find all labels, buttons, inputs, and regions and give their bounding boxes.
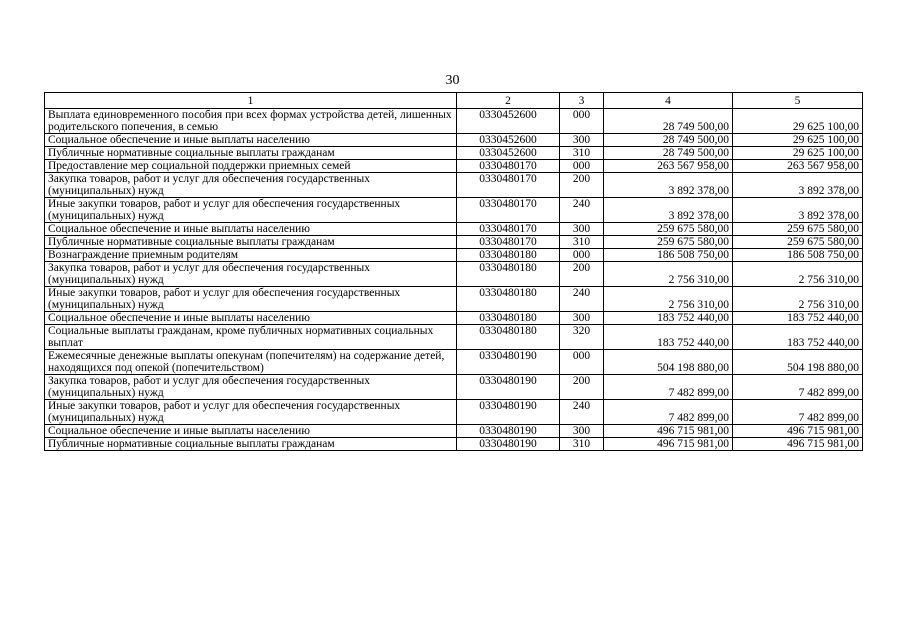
row-kind-cell: 240 <box>560 287 604 312</box>
table-row <box>45 134 863 147</box>
row-sum1-cell: 28 749 500,00 <box>604 134 733 147</box>
row-sum2-cell: 29 625 100,00 <box>733 134 863 147</box>
row-sum2-cell: 186 508 750,00 <box>733 249 863 262</box>
row-kind-cell: 300 <box>560 312 604 325</box>
row-name-cell: Иные закупки товаров, работ и услуг для обеспечения государственных (муниципальных) нужд <box>45 287 457 312</box>
row-kind-cell: 310 <box>560 147 604 160</box>
row-sum2-cell: 504 198 880,00 <box>733 350 863 375</box>
row-name-cell: Закупка товаров, работ и услуг для обеспечения государственных (муниципальных) нужд <box>45 262 457 287</box>
row-name-cell: Выплата единовременного пособия при всех формах устройства детей, лишенных родительского попечения, в семью <box>45 109 457 134</box>
table-row <box>45 147 863 160</box>
row-name-cell: Публичные нормативные социальные выплаты гражданам <box>45 236 457 249</box>
row-kind-cell: 240 <box>560 400 604 425</box>
column-header-sum1: 4 <box>604 93 733 109</box>
row-code-cell: 0330480180 <box>457 312 560 325</box>
row-kind-cell: 300 <box>560 425 604 438</box>
budget-table <box>44 92 863 451</box>
row-name-cell: Публичные нормативные социальные выплаты гражданам <box>45 438 457 451</box>
table-row <box>45 400 863 425</box>
row-code-cell: 0330480180 <box>457 287 560 312</box>
row-name-cell: Предоставление мер социальной поддержки приемных семей <box>45 160 457 173</box>
table-row <box>45 312 863 325</box>
row-sum2-cell: 496 715 981,00 <box>733 425 863 438</box>
row-kind-cell: 300 <box>560 134 604 147</box>
row-name-cell: Вознаграждение приемным родителям <box>45 249 457 262</box>
row-sum2-cell: 259 675 580,00 <box>733 223 863 236</box>
table-row <box>45 438 863 451</box>
table-row <box>45 262 863 287</box>
row-name-cell: Ежемесячные денежные выплаты опекунам (попечителям) на содержание детей, находящихся под опекой (попечительством) <box>45 350 457 375</box>
table-row <box>45 173 863 198</box>
row-sum2-cell: 263 567 958,00 <box>733 160 863 173</box>
row-code-cell: 0330480170 <box>457 198 560 223</box>
row-name-cell: Социальное обеспечение и иные выплаты населению <box>45 312 457 325</box>
row-code-cell: 0330480170 <box>457 160 560 173</box>
row-sum2-cell: 7 482 899,00 <box>733 400 863 425</box>
row-kind-cell: 000 <box>560 109 604 134</box>
row-sum2-cell: 7 482 899,00 <box>733 375 863 400</box>
row-sum1-cell: 7 482 899,00 <box>604 400 733 425</box>
row-kind-cell: 000 <box>560 350 604 375</box>
column-header-name: 1 <box>45 93 457 109</box>
row-code-cell: 0330480190 <box>457 425 560 438</box>
row-sum1-cell: 496 715 981,00 <box>604 438 733 451</box>
row-code-cell: 0330452600 <box>457 109 560 134</box>
row-code-cell: 0330452600 <box>457 147 560 160</box>
row-sum1-cell: 259 675 580,00 <box>604 223 733 236</box>
row-kind-cell: 310 <box>560 236 604 249</box>
row-kind-cell: 320 <box>560 325 604 350</box>
row-sum2-cell: 2 756 310,00 <box>733 262 863 287</box>
row-sum2-cell: 496 715 981,00 <box>733 438 863 451</box>
row-sum1-cell: 3 892 378,00 <box>604 198 733 223</box>
row-code-cell: 0330480180 <box>457 249 560 262</box>
row-sum1-cell: 7 482 899,00 <box>604 375 733 400</box>
row-code-cell: 0330480170 <box>457 173 560 198</box>
row-code-cell: 0330480170 <box>457 223 560 236</box>
row-sum1-cell: 496 715 981,00 <box>604 425 733 438</box>
row-sum2-cell: 2 756 310,00 <box>733 287 863 312</box>
table-row <box>45 287 863 312</box>
row-code-cell: 0330480180 <box>457 325 560 350</box>
table-row <box>45 198 863 223</box>
row-kind-cell: 200 <box>560 173 604 198</box>
table-row <box>45 375 863 400</box>
row-sum1-cell: 504 198 880,00 <box>604 350 733 375</box>
column-header-sum2: 5 <box>733 93 863 109</box>
row-kind-cell: 200 <box>560 375 604 400</box>
row-sum2-cell: 29 625 100,00 <box>733 147 863 160</box>
table-row <box>45 350 863 375</box>
row-kind-cell: 000 <box>560 249 604 262</box>
row-code-cell: 0330480190 <box>457 438 560 451</box>
row-kind-cell: 300 <box>560 223 604 236</box>
column-header-kind: 3 <box>560 93 604 109</box>
table-row <box>45 249 863 262</box>
row-code-cell: 0330480170 <box>457 236 560 249</box>
table-row <box>45 223 863 236</box>
row-name-cell: Социальные выплаты гражданам, кроме публичных нормативных социальных выплат <box>45 325 457 350</box>
row-sum1-cell: 183 752 440,00 <box>604 325 733 350</box>
row-name-cell: Закупка товаров, работ и услуг для обеспечения государственных (муниципальных) нужд <box>45 375 457 400</box>
row-sum1-cell: 183 752 440,00 <box>604 312 733 325</box>
row-sum2-cell: 183 752 440,00 <box>733 312 863 325</box>
row-code-cell: 0330480190 <box>457 400 560 425</box>
row-name-cell: Закупка товаров, работ и услуг для обеспечения государственных (муниципальных) нужд <box>45 173 457 198</box>
page-number: 30 <box>445 73 460 88</box>
row-sum1-cell: 28 749 500,00 <box>604 109 733 134</box>
row-code-cell: 0330480190 <box>457 350 560 375</box>
row-sum2-cell: 3 892 378,00 <box>733 173 863 198</box>
table-row <box>45 325 863 350</box>
row-kind-cell: 200 <box>560 262 604 287</box>
row-sum1-cell: 28 749 500,00 <box>604 147 733 160</box>
row-sum2-cell: 183 752 440,00 <box>733 325 863 350</box>
row-sum1-cell: 3 892 378,00 <box>604 173 733 198</box>
row-name-cell: Социальное обеспечение и иные выплаты населению <box>45 425 457 438</box>
table-body <box>45 109 863 451</box>
row-name-cell: Публичные нормативные социальные выплаты гражданам <box>45 147 457 160</box>
row-code-cell: 0330480190 <box>457 375 560 400</box>
row-kind-cell: 310 <box>560 438 604 451</box>
row-sum1-cell: 259 675 580,00 <box>604 236 733 249</box>
row-name-cell: Социальное обеспечение и иные выплаты населению <box>45 134 457 147</box>
row-sum2-cell: 29 625 100,00 <box>733 109 863 134</box>
row-name-cell: Иные закупки товаров, работ и услуг для обеспечения государственных (муниципальных) нужд <box>45 400 457 425</box>
row-kind-cell: 000 <box>560 160 604 173</box>
column-header-code: 2 <box>457 93 560 109</box>
table-row <box>45 109 863 134</box>
table-row <box>45 236 863 249</box>
table-header-row <box>45 93 863 109</box>
row-name-cell: Социальное обеспечение и иные выплаты населению <box>45 223 457 236</box>
row-sum1-cell: 2 756 310,00 <box>604 262 733 287</box>
table-row <box>45 425 863 438</box>
row-sum1-cell: 2 756 310,00 <box>604 287 733 312</box>
row-code-cell: 0330452600 <box>457 134 560 147</box>
row-sum1-cell: 186 508 750,00 <box>604 249 733 262</box>
row-code-cell: 0330480180 <box>457 262 560 287</box>
row-sum2-cell: 3 892 378,00 <box>733 198 863 223</box>
row-name-cell: Иные закупки товаров, работ и услуг для обеспечения государственных (муниципальных) нужд <box>45 198 457 223</box>
row-kind-cell: 240 <box>560 198 604 223</box>
row-sum2-cell: 259 675 580,00 <box>733 236 863 249</box>
table-row <box>45 160 863 173</box>
row-sum1-cell: 263 567 958,00 <box>604 160 733 173</box>
